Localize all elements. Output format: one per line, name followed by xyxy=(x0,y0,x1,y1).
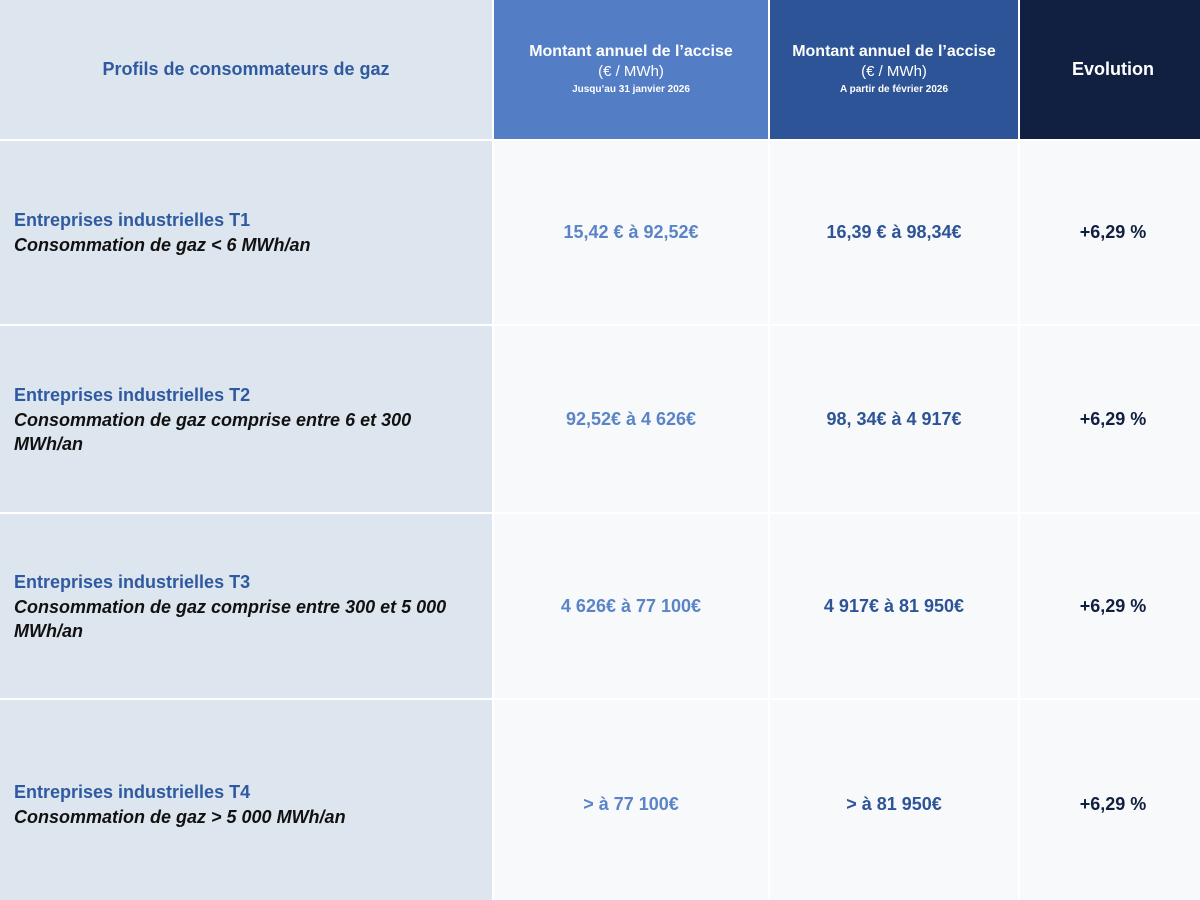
profile-name: Entreprises industrielles T1 xyxy=(14,210,251,230)
profile-description: Consommation de gaz comprise entre 300 et 5 000 MWh/an xyxy=(14,596,447,641)
header-old-amount-cell xyxy=(494,0,768,139)
profile-description: Consommation de gaz < 6 MWh/an xyxy=(14,235,311,255)
profile-cell-t1 xyxy=(0,141,492,324)
header-profile-cell xyxy=(0,0,492,139)
new-amount-cell: 16,39 € à 98,34€ xyxy=(770,141,1018,324)
old-amount-cell: 15,42 € à 92,52€ xyxy=(494,141,768,324)
profile-description: Consommation de gaz comprise entre 6 et 300 MWh/an xyxy=(14,409,412,454)
header-new-period: A partir de février 2026 xyxy=(839,83,949,95)
new-amount-cell: 4 917€ à 81 950€ xyxy=(770,514,1018,698)
new-amount-cell: > à 81 950€ xyxy=(770,700,1018,900)
profile-name: Entreprises industrielles T2 xyxy=(14,384,251,405)
profile-description: Consommation de gaz > 5 000 MWh/an xyxy=(14,806,346,827)
evolution-cell: +6,29 % xyxy=(1020,141,1200,324)
profile-cell-t2 xyxy=(0,326,492,512)
header-new-amount-cell xyxy=(770,0,1018,139)
profile-cell-t4 xyxy=(0,700,492,900)
header-profile-label: Profils de consommateurs de gaz xyxy=(102,59,390,79)
header-new-unit: (€ / MWh) xyxy=(861,62,927,80)
old-amount-cell: 92,52€ à 4 626€ xyxy=(494,326,768,512)
header-old-title: Montant annuel de l’accise xyxy=(529,42,733,60)
evolution-cell: +6,29 % xyxy=(1020,326,1200,512)
header-evolution-label: Evolution xyxy=(1072,59,1154,79)
profile-name: Entreprises industrielles T3 xyxy=(14,571,251,592)
header-old-unit: (€ / MWh) xyxy=(598,62,664,80)
header-new-title: Montant annuel de l’accise xyxy=(792,42,996,60)
old-amount-cell: > à 77 100€ xyxy=(494,700,768,900)
evolution-cell: +6,29 % xyxy=(1020,700,1200,900)
old-amount-cell: 4 626€ à 77 100€ xyxy=(494,514,768,698)
profile-name: Entreprises industrielles T4 xyxy=(14,781,251,802)
header-old-period: Jusqu’au 31 janvier 2026 xyxy=(572,83,690,95)
evolution-cell: +6,29 % xyxy=(1020,514,1200,698)
new-amount-cell: 98, 34€ à 4 917€ xyxy=(770,326,1018,512)
header-evolution-cell xyxy=(1020,0,1200,139)
profile-cell-t3 xyxy=(0,514,492,698)
